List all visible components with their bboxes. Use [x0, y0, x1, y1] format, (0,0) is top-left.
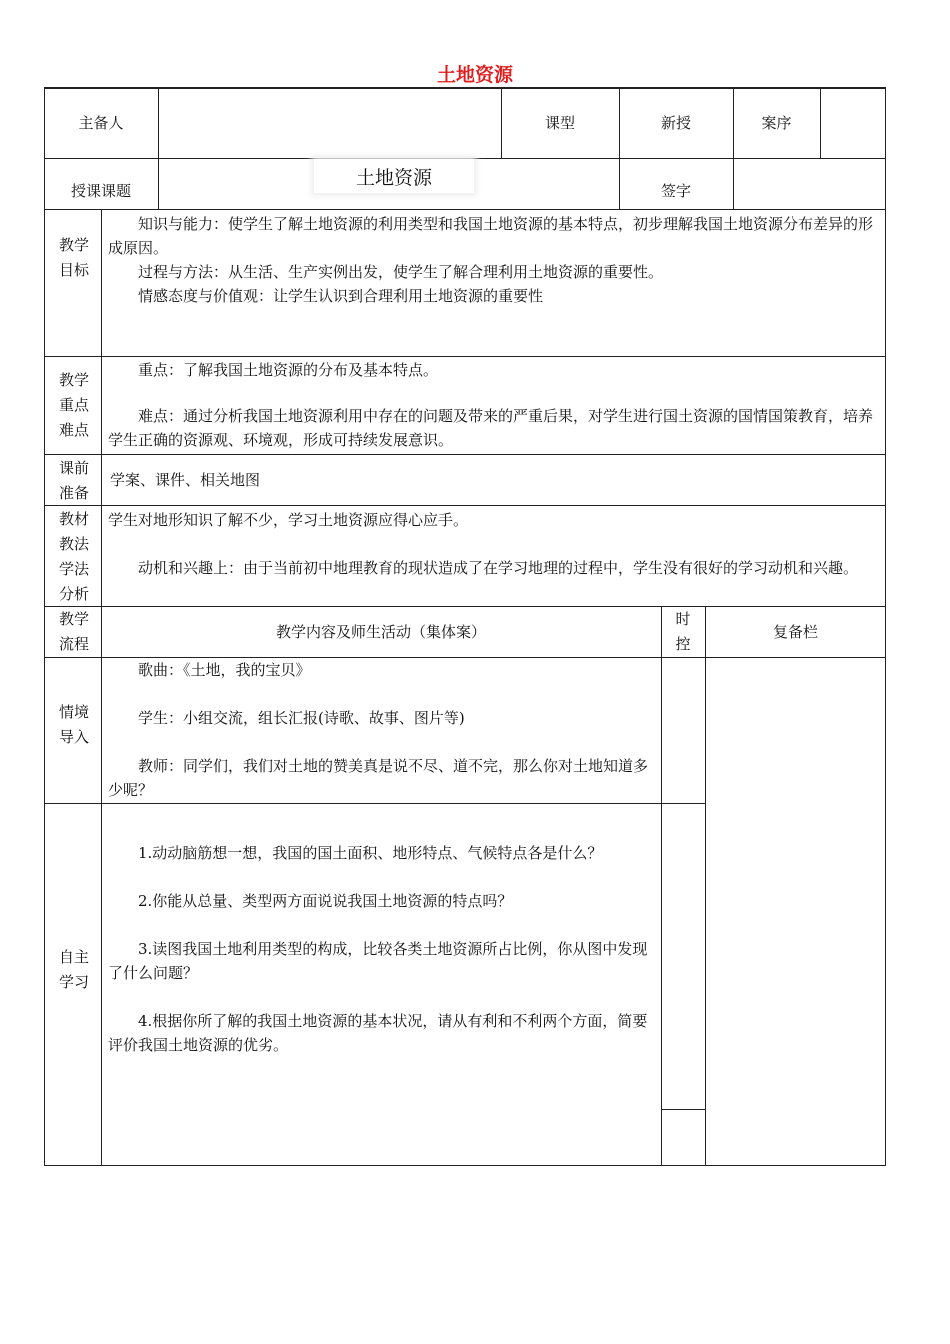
intro-teacher: 教师：同学们，我们对土地的赞美真是说不尽、道不完，那么你对土地知道多少呢？: [108, 757, 649, 799]
lesson-type-label: 课型: [544, 114, 575, 132]
self-study-label: 自主学习: [58, 948, 89, 991]
key-point: 重点：了解我国土地资源的分布及基本特点。: [138, 361, 439, 379]
row-divider: [44, 209, 886, 210]
analysis-label: 教材教法学法分析: [58, 510, 89, 603]
row-divider: [661, 1109, 705, 1110]
col-divider: [101, 209, 102, 1166]
key-points-label: 教学重点难点: [58, 371, 89, 439]
analysis-text-1: 学生对地形知识了解不少，学习土地资源应得心应手。: [108, 511, 469, 529]
time-control-header: 时控: [675, 610, 691, 653]
self-study-content: [108, 841, 654, 1057]
lesson-type-value: 新授: [660, 114, 691, 132]
lead-teacher-label: 主备人: [78, 114, 124, 132]
analysis-content: [108, 508, 880, 580]
flow-content-header: 教学内容及师生活动（集体案）: [275, 623, 486, 641]
analysis-text-2: 动机和兴趣上：由于当前初中地理教育的现状造成了在学习地理的过程中，学生没有很好的学习动机和兴趣。: [138, 559, 859, 577]
flow-label: 教学流程: [58, 610, 89, 653]
signature-value: [733, 158, 886, 209]
topic-label: 授课课题: [70, 182, 131, 200]
objectives-content: [108, 212, 880, 308]
key-points-content: [108, 358, 880, 452]
col-divider: [705, 606, 706, 1166]
difficult-point: 难点：通过分析我国土地资源利用中存在的问题及带来的严重后果，对学生进行国土资源的国情国策教育，培养学生正确的资源观、环境观，形成可持续发展意识。: [108, 407, 874, 449]
objective-process: 过程与方法：从生活、生产实例出发，使学生了解合理利用土地资源的重要性。: [138, 263, 664, 281]
signature-label: 签字: [660, 182, 691, 200]
question-4: 4.根据你所了解的我国土地资源的基本状况，请从有利和不利两个方面，简要评价我国土地资源的优劣。: [108, 1012, 648, 1054]
intro-content: [108, 658, 654, 802]
revision-column-header: 复备栏: [772, 623, 818, 641]
plan-order-value: [820, 87, 886, 158]
row-divider: [44, 454, 886, 455]
preparation-content: 学案、课件、相关地图: [110, 471, 261, 489]
row-divider: [44, 803, 705, 804]
objective-knowledge: 知识与能力：使学生了解土地资源的利用类型和我国土地资源的基本特点，初步理解我国土地资源分布差异的形成原因。: [108, 215, 874, 257]
plan-order-label: 案序: [761, 114, 792, 132]
question-1: 1.动动脑筋想一想，我国的国土面积、地形特点、气候特点各是什么？: [138, 844, 603, 862]
col-divider: [661, 606, 662, 1166]
topic-value: 土地资源: [314, 159, 474, 193]
intro-label: 情境导入: [58, 703, 89, 746]
objective-emotion: 情感态度与价值观：让学生认识到合理利用土地资源的重要性: [138, 287, 544, 305]
lead-teacher-value: [158, 87, 501, 158]
document-title: 土地资源: [436, 64, 513, 86]
intro-students: 学生：小组交流，组长汇报(诗歌、故事、图片等): [138, 709, 465, 727]
row-divider: [44, 356, 886, 357]
row-divider: [44, 505, 886, 506]
preparation-label: 课前准备: [58, 459, 89, 502]
question-2: 2.你能从总量、类型两方面说说我国土地资源的特点吗？: [138, 892, 513, 910]
lesson-plan-table: [44, 87, 886, 1166]
question-3: 3.读图我国土地利用类型的构成，比较各类土地资源所占比例，你从图中发现了什么问题？: [108, 940, 648, 982]
objectives-label: 教学目标: [59, 236, 90, 279]
intro-song: 歌曲：《土地，我的宝贝》: [138, 661, 311, 679]
